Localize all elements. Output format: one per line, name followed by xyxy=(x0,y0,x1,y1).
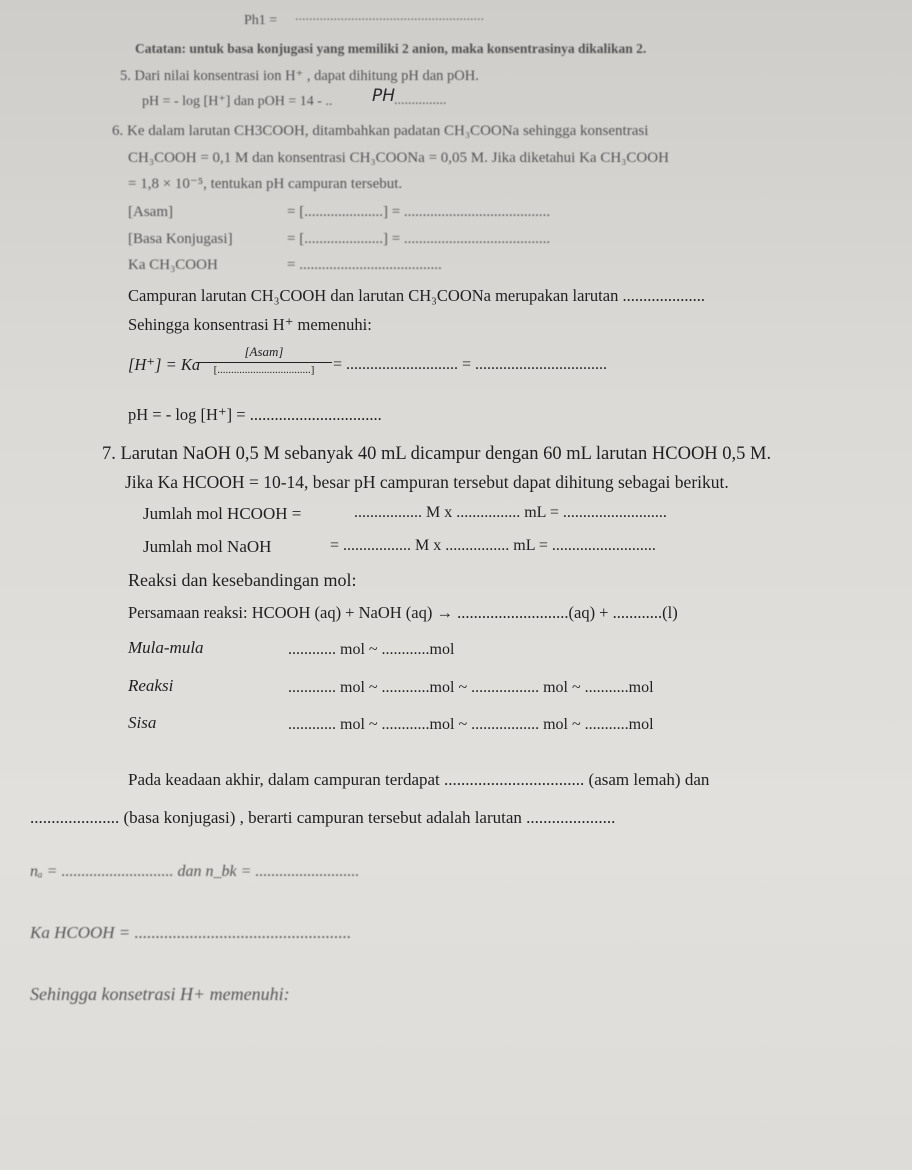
basa-konjugasi-value: = [.....................] = ....................................... xyxy=(287,231,551,247)
fraction-asam-over-basa xyxy=(196,344,332,376)
akhir-line-1: Pada keadaan akhir, dalam campuran terdapat ................................. (asam lemah) dan xyxy=(128,770,710,789)
ph-formula-dots: ............... xyxy=(394,93,447,108)
row-cells-reaksi: ............ mol ~ ............mol ~ ................. mol ~ ...........mol xyxy=(288,679,654,696)
ka-ch3cooh-value: = ...................................... xyxy=(287,257,442,273)
basa-konjugasi-label: [Basa Konjugasi] xyxy=(128,231,233,247)
persamaan-reaksi: Persamaan reaksi: HCOOH (aq) + NaOH (aq) → ...........................(aq) + ............(l) xyxy=(128,603,678,622)
ka-hcooh-line: Ka HCOOH = ................................................... xyxy=(30,923,352,942)
header-dots: ...................................................... xyxy=(295,9,484,24)
asam-value: = [.....................] = ....................................... xyxy=(287,204,551,220)
mol-hcooh-value: ................. M x ................ mL = .......................... xyxy=(354,504,667,521)
problem-6-line-3: = 1,8 × 10⁻⁵, tentukan pH campuran tersebut. xyxy=(128,176,403,192)
mol-naoh-value: = ................. M x ................ mL = .......................... xyxy=(330,537,656,554)
row-cells-sisa: ............ mol ~ ............mol ~ ................. mol ~ ...........mol xyxy=(288,716,654,733)
row-label-mula-mula: Mula-mula xyxy=(128,638,204,657)
campuran-line: Campuran larutan CH₃COOH dan larutan CH₃COONa merupakan larutan .................... xyxy=(128,286,705,305)
step-5: 5. Dari nilai konsentrasi ion H⁺ , dapat dihitung pH dan pOH. xyxy=(120,68,479,84)
row-cells-mula-mula: ............ mol ~ ............mol xyxy=(288,641,455,658)
sehingga-line-6: Sehingga konsentrasi H⁺ memenuhi: xyxy=(128,315,372,334)
ph-formula: pH = - log [H⁺] dan pOH = 14 - .. xyxy=(142,94,333,109)
problem-7-line-2: Jika Ka HCOOH = 10-14, besar pH campuran tersebut dapat dihitung sebagai berikut. xyxy=(125,472,729,492)
problem-6-line-1: 6. Ke dalam larutan CH3COOH, ditambahkan padatan CH₃COONa sehingga konsentrasi xyxy=(112,123,649,139)
problem-6-line-2: CH₃COOH = 0,1 M dan konsentrasi CH₃COONa = 0,05 M. Jika diketahui Ka CH₃COOH xyxy=(128,150,669,166)
row-label-sisa: Sisa xyxy=(128,713,157,732)
sehingga-line-7: Sehingga konsetrasi H+ memenuhi: xyxy=(30,984,290,1004)
ph-log-line: pH = - log [H⁺] = ................................ xyxy=(128,405,382,424)
fraction-denominator: [..................................] xyxy=(213,364,315,376)
handwritten-ph: PH xyxy=(372,86,396,106)
problem-7-line-1: 7. Larutan NaOH 0,5 M sebanyak 40 mL dicampur dengan 60 mL larutan HCOOH 0,5 M. xyxy=(102,444,772,464)
h-equation-right: = ............................ = ................................. xyxy=(333,356,608,373)
header-label: Ph1 = xyxy=(244,13,278,28)
mol-hcooh-label: Jumlah mol HCOOH = xyxy=(143,504,302,523)
na-nbk-line: nₐ = ............................ dan n_bk = .......................... xyxy=(30,863,360,880)
row-label-reaksi: Reaksi xyxy=(128,676,174,695)
catatan-note: Catatan: untuk basa konjugasi yang memiliki 2 anion, maka konsentrasinya dikalikan 2. xyxy=(135,41,647,56)
reaksi-title: Reaksi dan kesebandingan mol: xyxy=(128,570,357,590)
mol-naoh-label: Jumlah mol NaOH xyxy=(143,537,272,556)
akhir-line-2: ..................... (basa konjugasi) , berarti campuran tersebut adalah larutan ..................... xyxy=(30,808,616,827)
asam-label: [Asam] xyxy=(128,204,173,220)
fraction-numerator: [Asam] xyxy=(196,344,332,363)
ka-ch3cooh-label: Ka CH₃COOH xyxy=(128,257,218,273)
h-equation-left: [H⁺] = Ka xyxy=(128,355,201,374)
